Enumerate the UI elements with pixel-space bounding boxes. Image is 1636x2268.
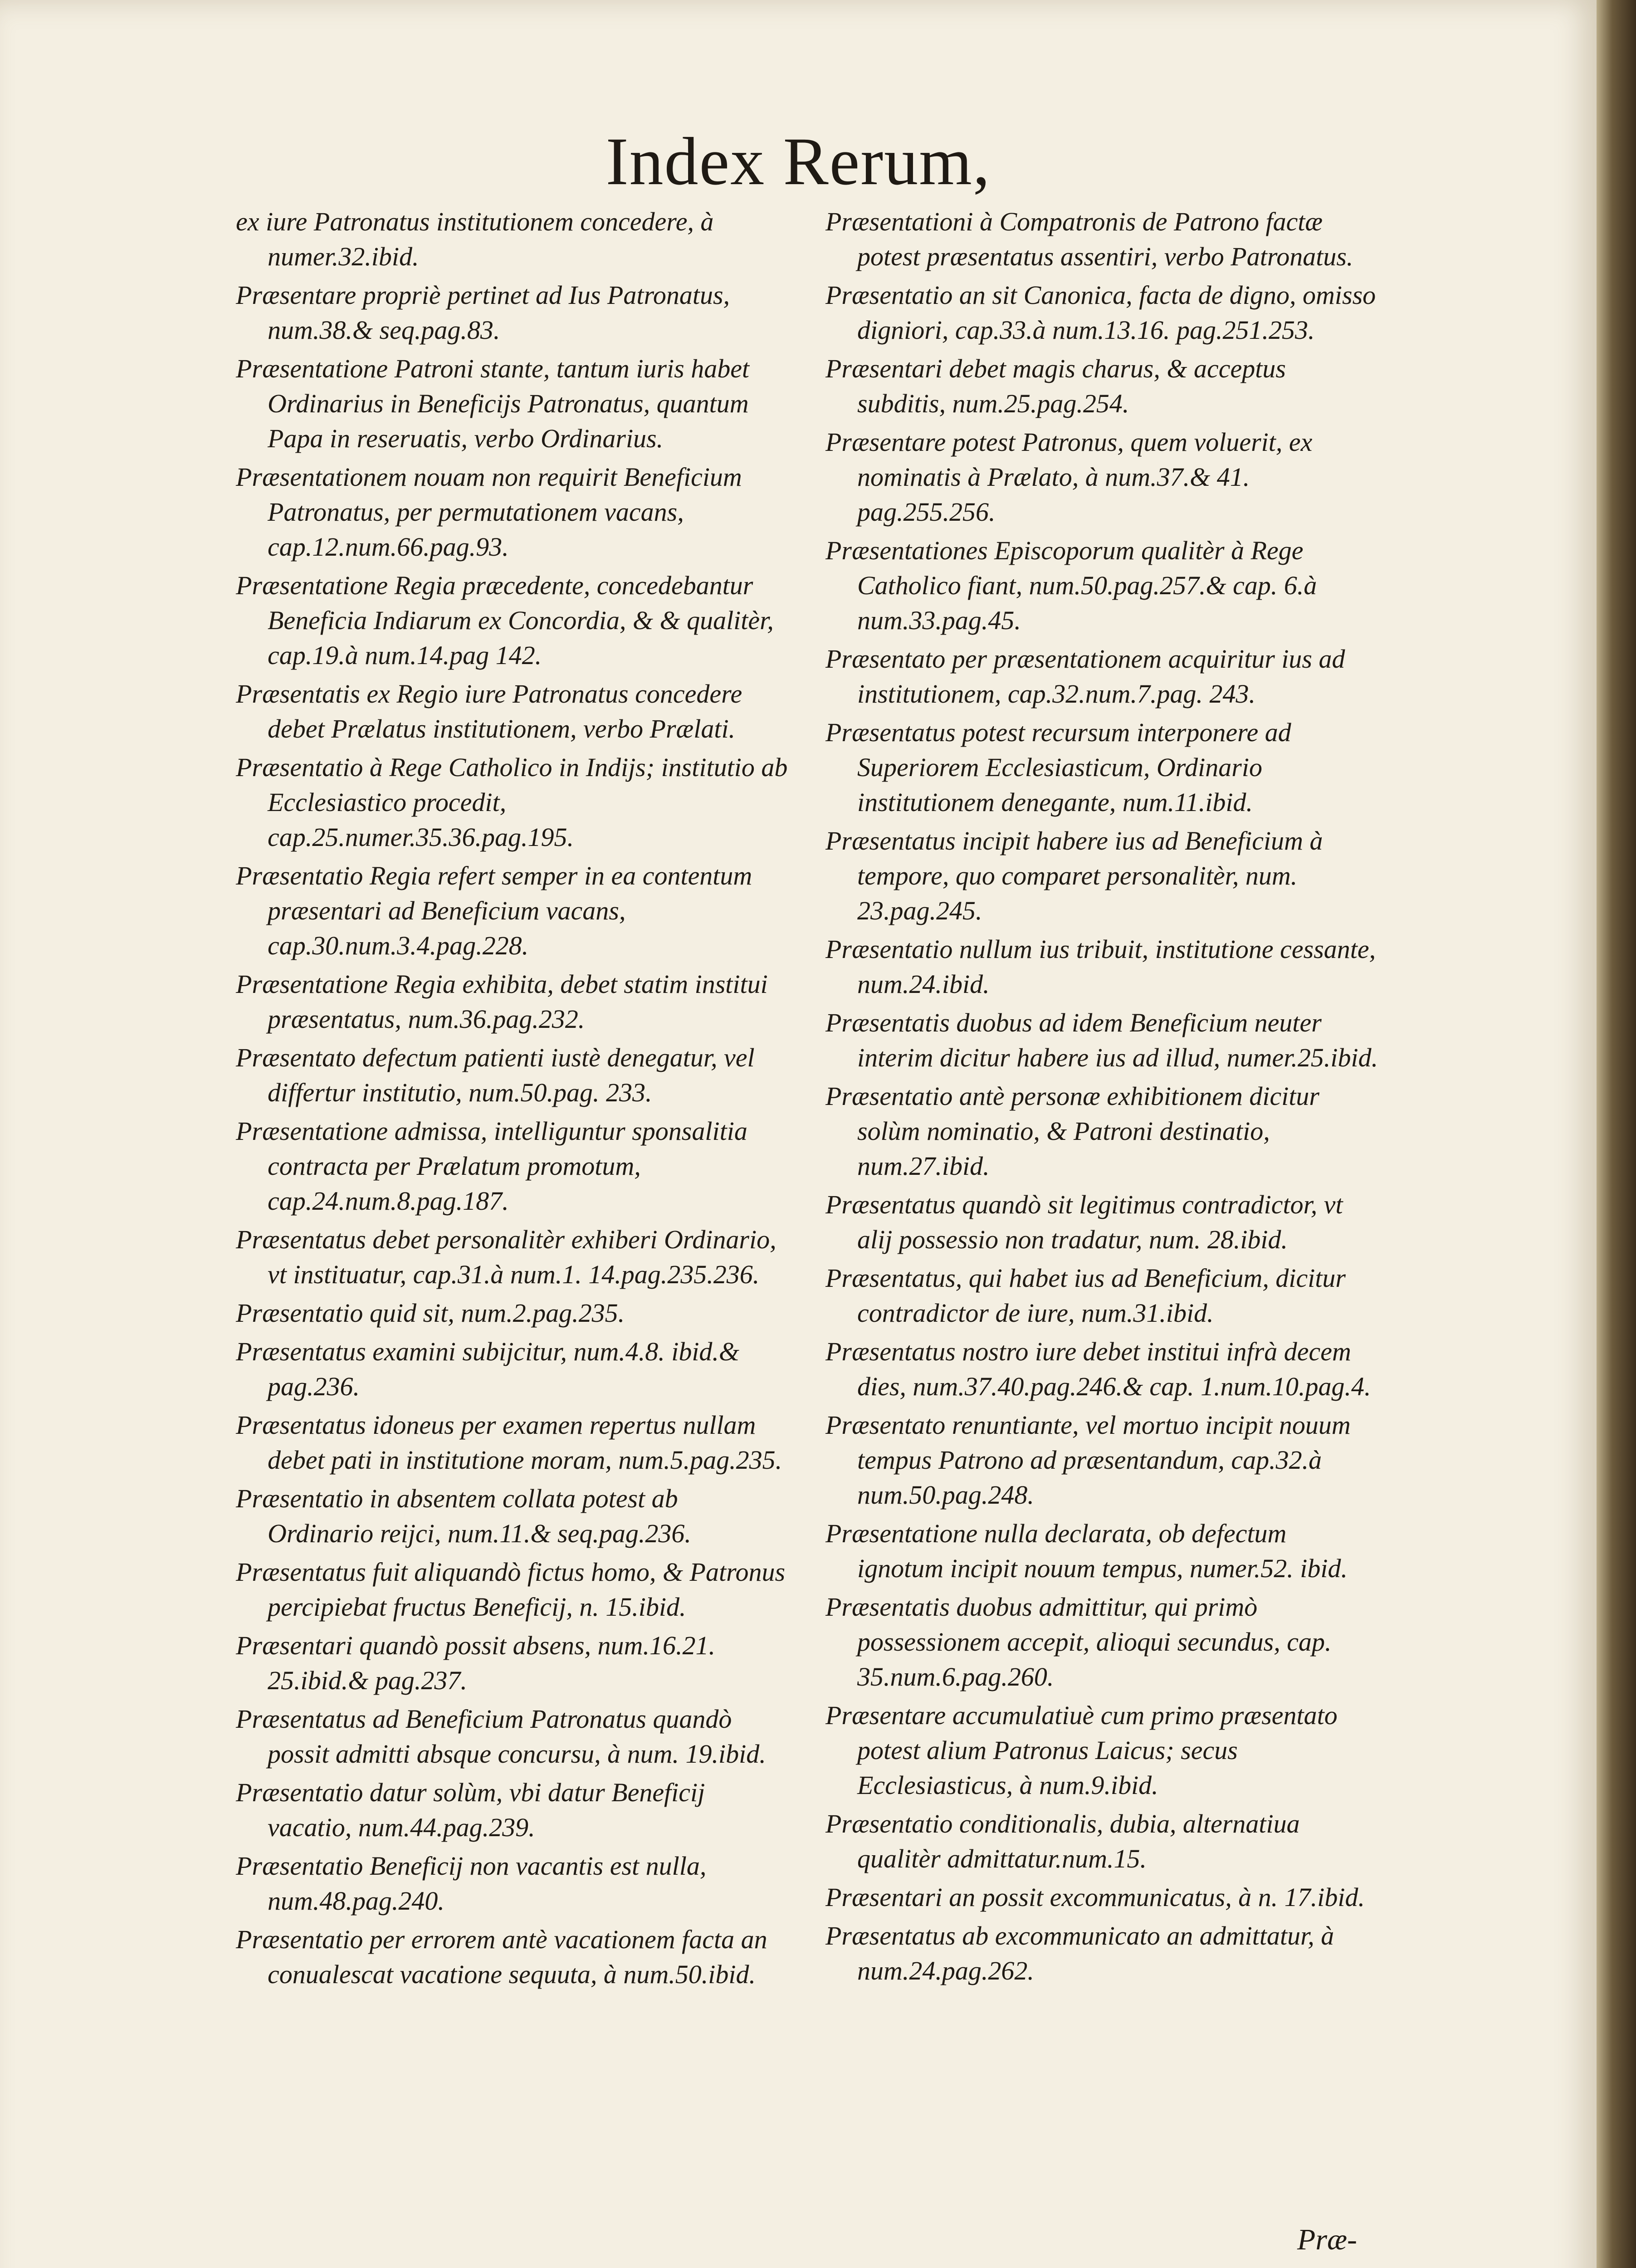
index-column-right xyxy=(825,204,1379,1992)
index-entry: Præsentatio conditionalis, dubia, alternatiua qualitèr admittatur.num.15. xyxy=(825,1809,1300,1873)
index-entry: Præsentationi à Compatronis de Patrono factæ potest præsentatus assentiri, verbo Patronatus. xyxy=(825,207,1353,271)
index-entry: Præsentatus, qui habet ius ad Beneficium, dicitur contradictor de iure, num.31.ibid. xyxy=(825,1263,1346,1328)
index-entry: ex iure Patronatus institutionem concedere, à numer.32.ibid. xyxy=(236,207,714,271)
index-entry: Præsentato defectum patienti iustè denegatur, vel differtur institutio, num.50.pag. 233. xyxy=(236,1043,755,1107)
index-entry: Præsentatio Beneficij non vacantis est nulla, num.48.pag.240. xyxy=(236,1851,707,1916)
index-entry: Præsentatio Regia refert semper in ea contentum præsentari ad Beneficium vacans, cap.30.num.3.4.pag.228. xyxy=(236,861,752,960)
index-entry: Præsentare potest Patronus, quem voluerit, ex nominatis à Prælato, à num.37.& 41. pag.255.256. xyxy=(825,427,1313,527)
index-entry: Præsentari debet magis charus, & acceptus subditis, num.25.pag.254. xyxy=(825,354,1286,418)
catchword: Præ- xyxy=(1297,2223,1357,2256)
index-entry: Præsentatione Patroni stante, tantum iuris habet Ordinarius in Beneficijs Patronatus, quantum Papa in reseruatis, verbo Ordinarius. xyxy=(236,354,750,453)
index-entry: Præsentatione Regia exhibita, debet statim institui præsentatus, num.36.pag.232. xyxy=(236,969,768,1034)
book-spine xyxy=(1597,0,1636,2268)
index-entry: Præsentari an possit excommunicatus, à n. 17.ibid. xyxy=(825,1882,1365,1912)
index-entry: Præsentatione nulla declarata, ob defectum ignotum incipit nouum tempus, numer.52. ibid. xyxy=(825,1519,1348,1583)
index-entry: Præsentatus ab excommunicato an admittatur, à num.24.pag.262. xyxy=(825,1921,1334,1985)
index-entry: Præsentatione Regia præcedente, concedebantur Beneficia Indiarum ex Concordia, & & qualitèr, cap.19.à num.14.pag 142. xyxy=(236,571,774,670)
index-entry: Præsentatione admissa, intelliguntur sponsalitia contracta per Prælatum promotum, cap.24.num.8.pag.187. xyxy=(236,1116,747,1216)
index-entry: Præsentatio à Rege Catholico in Indijs; institutio ab Ecclesiastico procedit, cap.25.numer.35.36.pag.195. xyxy=(236,753,788,852)
index-entry: Præsentatio in absentem collata potest ab Ordinario reijci, num.11.& seq.pag.236. xyxy=(236,1484,691,1548)
index-entry: Præsentatis ex Regio iure Patronatus concedere debet Prælatus institutionem, verbo Prælati. xyxy=(236,679,742,743)
index-entry: Præsentatis duobus ad idem Beneficium neuter interim dicitur habere ius ad illud, numer.25.ibid. xyxy=(825,1008,1378,1072)
index-entry: Præsentatus nostro iure debet institui infrà decem dies, num.37.40.pag.246.& cap. 1.num.10.pag.4. xyxy=(825,1337,1371,1401)
index-entry: Præsentatus incipit habere ius ad Beneficium à tempore, quo comparet personalitèr, num. 23.pag.245. xyxy=(825,826,1323,925)
index-entry: Præsentato per præsentationem acquiritur ius ad institutionem, cap.32.num.7.pag. 243. xyxy=(825,644,1345,709)
index-entry: Præsentari quandò possit absens, num.16.21. 25.ibid.& pag.237. xyxy=(236,1631,715,1695)
index-entry: Præsentatus fuit aliquandò fictus homo, & Patronus percipiebat fructus Beneficij, n. 15.ibid. xyxy=(236,1557,786,1622)
index-entry: Præsentatus idoneus per examen repertus nullam debet pati in institutione moram, num.5.pag.235. xyxy=(236,1410,782,1475)
index-entry: Præsentatis duobus admittitur, qui primò possessionem accepit, alioqui secundus, cap. 35.num.6.pag.260. xyxy=(825,1592,1332,1691)
index-entry: Præsentare accumulatiuè cum primo præsentato potest alium Patronus Laicus; secus Ecclesiasticus, à num.9.ibid. xyxy=(825,1701,1338,1800)
index-column-left xyxy=(236,204,789,1995)
index-entry: Præsentatus ad Beneficium Patronatus quandò possit admitti absque concursu, à num. 19.ibid. xyxy=(236,1704,766,1769)
index-entry: Præsentationem nouam non requirit Beneficium Patronatus, per permutationem vacans, cap.12.num.66.pag.93. xyxy=(236,462,742,562)
index-entry: Præsentatio per errorem antè vacationem facta an conualescat vacatione sequuta, à num.50.ibid. xyxy=(236,1925,767,1989)
index-entry: Præsentationes Episcoporum qualitèr à Rege Catholico fiant, num.50.pag.257.& cap. 6.à num.33.pag.45. xyxy=(825,536,1317,635)
index-entry: Præsentatio datur solùm, vbi datur Beneficij vacatio, num.44.pag.239. xyxy=(236,1778,705,1842)
index-entry: Præsentatio quid sit, num.2.pag.235. xyxy=(236,1298,625,1328)
index-entry: Præsentatio nullum ius tribuit, institutione cessante, num.24.ibid. xyxy=(825,934,1376,999)
index-entry: Præsentatus examini subijcitur, num.4.8. ibid.& pag.236. xyxy=(236,1337,740,1401)
index-entry: Præsentatus potest recursum interponere ad Superiorem Ecclesiasticum, Ordinario institutionem denegante, num.11.ibid. xyxy=(825,718,1291,817)
index-entry: Præsentare propriè pertinet ad Ius Patronatus, num.38.& seq.pag.83. xyxy=(236,280,730,345)
page-title: Index Rerum, xyxy=(606,124,991,199)
index-entry: Præsentato renuntiante, vel mortuo incipit nouum tempus Patrono ad præsentandum, cap.32.à num.50.pag.248. xyxy=(825,1410,1351,1510)
index-entry: Præsentatio an sit Canonica, facta de digno, omisso digniori, cap.33.à num.13.16. pag.251.253. xyxy=(825,280,1376,345)
index-entry: Præsentatio antè personæ exhibitionem dicitur solùm nominatio, & Patroni destinatio, num.27.ibid. xyxy=(825,1081,1320,1181)
index-entry: Præsentatus debet personalitèr exhiberi Ordinario, vt instituatur, cap.31.à num.1. 14.pag.235.236. xyxy=(236,1225,776,1289)
index-entry: Præsentatus quandò sit legitimus contradictor, vt alij possessio non tradatur, num. 28.ibid. xyxy=(825,1190,1343,1254)
